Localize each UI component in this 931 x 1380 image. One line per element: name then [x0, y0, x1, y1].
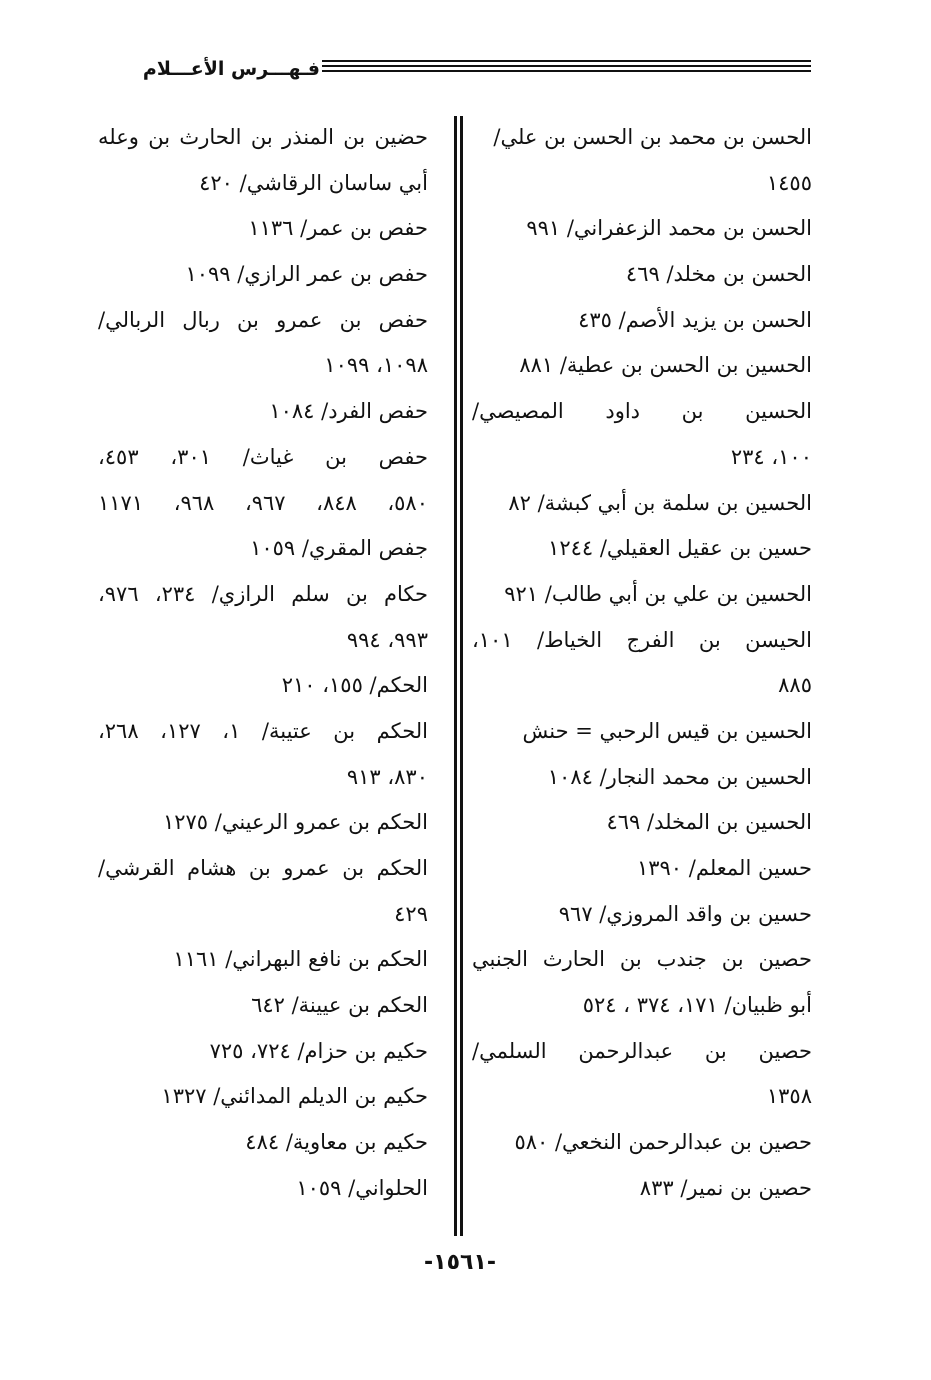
index-entry-line: الحسن بن محمد بن الحسن بن علي/	[493, 125, 812, 149]
index-entry-line: حصين بن عبدالرحمن السلمي/	[472, 1038, 812, 1063]
index-entry-line: ٩٩٣، ٩٩٤	[346, 627, 428, 652]
index-entry-line: الحسن بن محمد الزعفراني/ ٩٩١	[526, 216, 812, 241]
index-entry-line: الحسين بن سلمة بن أبي كبشة/ ٨٢	[508, 490, 812, 515]
index-entry-line: الحلواني/ ١٠٥٩	[296, 1175, 428, 1200]
index-entry-line: حضين بن المنذر بن الحارث بن وعله	[98, 125, 428, 149]
index-entry-line: حصين بن عبدالرحمن النخعي/ ٥٨٠	[514, 1130, 812, 1155]
index-entry-line: الحكم بن عمرو بن هشام القرشي/	[98, 856, 428, 880]
index-entry-line: الحسين بن علي بن أبي طالب/ ٩٢١	[504, 581, 812, 606]
index-entry-line: الحكم بن نافع البهراني/ ١١٦١	[173, 947, 428, 972]
index-entry-line: حسين بن واقد المروزي/ ٩٦٧	[558, 901, 812, 926]
page-number: -١٥٦١-	[424, 1250, 496, 1275]
index-entry-line: ١٣٥٨	[766, 1084, 812, 1109]
index-entry-line: الحسن بن مخلد/ ٤٦٩	[625, 262, 812, 287]
column-divider-bar	[454, 116, 457, 1236]
index-entry-line: ٨٣٠، ٩١٣	[346, 764, 428, 789]
index-entry-line: جفص المقري/ ١٠٥٩	[250, 536, 428, 561]
index-entry-line: الحكم بن عمرو الرعيني/ ١٢٧٥	[162, 810, 428, 835]
index-entry-line: الحكم بن عتيبة/ ١، ١٢٧، ٢٦٨،	[98, 718, 429, 743]
index-entry-line: حفص بن عمر الرازي/ ١٠٩٩	[185, 262, 428, 287]
index-entry-line: حكيم بن الديلم المدائني/ ١٣٢٧	[161, 1084, 428, 1109]
index-entry-line: حكام بن سلم الرازي/ ٢٣٤، ٩٧٦،	[98, 581, 428, 606]
index-entry-line: أبي ساسان الرقاشي/ ٤٢٠	[199, 170, 428, 195]
index-entry-line: الحسين بن الحسن بن عطية/ ٨٨١	[519, 353, 812, 378]
index-entry-line: حسين بن عقيل العقيلي/ ١٢٤٤	[548, 536, 812, 561]
index-entry-line: حكيم بن معاوية/ ٤٨٤	[245, 1130, 428, 1155]
index-column-left	[98, 115, 428, 1212]
index-column-right	[472, 115, 812, 1212]
index-entry-line: أبو ظبيان/ ١٧١، ٣٧٤ ، ٥٢٤	[582, 993, 812, 1018]
index-entry-line: حفص بن غياث/ ٣٠١، ٤٥٣،	[98, 444, 429, 469]
index-entry-line: ١٠٠، ٢٣٤	[730, 444, 812, 469]
index-entry-line: ٨٨٥	[778, 673, 812, 698]
index-entry-line: الحسين بن قيس الرحبي = حنش	[522, 718, 812, 743]
index-entry-line: حصين بن نمير/ ٨٣٣	[639, 1175, 812, 1200]
index-entry-line: الحسين بن المخلد/ ٤٦٩	[606, 810, 812, 835]
index-entry-line: الحسن بن يزيد الأصم/ ٤٣٥	[578, 307, 812, 332]
index-entry-line: ١٠٩٨، ١٠٩٩	[324, 353, 428, 378]
index-entry-line: ٤٢٩	[394, 901, 428, 926]
index-entry-line: حصين بن جندب بن الحارث الجنبي	[472, 947, 812, 972]
header-rule-line	[322, 70, 811, 72]
index-entry-line: حفص بن عمرو بن ربال الربالي/	[98, 307, 428, 332]
column-divider	[454, 116, 464, 1236]
header-rule-line	[322, 65, 811, 67]
index-entry-line: الحسين بن محمد النجار/ ١٠٨٤	[547, 764, 812, 789]
header-rule	[322, 60, 811, 74]
page-header-title: فـهـــرس الأعـــلام	[142, 58, 320, 80]
index-entry-line: حفص بن عمر/ ١١٣٦	[248, 216, 428, 241]
index-entry-line: الحكم بن عيينة/ ٦٤٢	[251, 993, 428, 1018]
index-entry-line: حسين المعلم/ ١٣٩٠	[636, 856, 812, 880]
column-divider-bar	[460, 116, 463, 1236]
index-entry-line: الحسين بن داود المصيصي/	[472, 399, 812, 424]
index-entry-line: ١٤٥٥	[766, 170, 812, 195]
index-entry-line: حكيم بن حزام/ ٧٢٤، ٧٢٥	[209, 1038, 428, 1063]
index-entry-line: الحكم/ ١٥٥، ٢١٠	[281, 673, 428, 698]
header-rule-line	[322, 60, 811, 62]
index-entry-line: الحيسن بن الفرج الخياط/ ١٠١،	[472, 627, 812, 652]
index-entry-line: حفص الفرد/ ١٠٨٤	[269, 399, 428, 424]
index-entry-line: ٥٨٠، ٨٤٨، ٩٦٧، ٩٦٨، ١١٧١	[98, 490, 428, 515]
